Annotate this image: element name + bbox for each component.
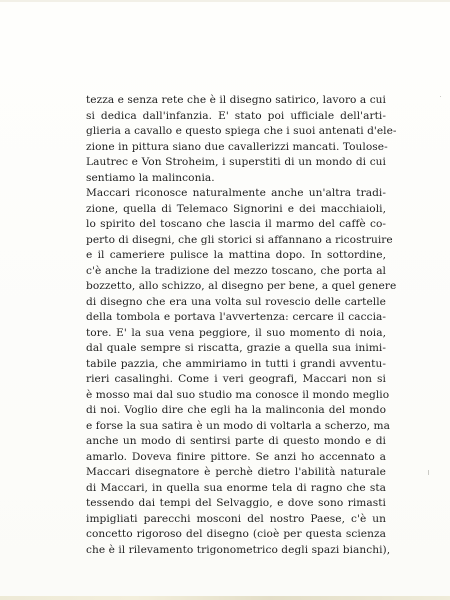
- text-line: Maccari riconosce naturalmente anche un'altra tradi-: [86, 187, 386, 199]
- page-bottom-edge: [0, 596, 450, 600]
- text-line: dal quale sempre si riscatta, grazie a quella sua inimi-: [86, 342, 386, 354]
- text-line: di disegno che era una volta sul rovescio delle cartelle: [86, 295, 386, 308]
- text-line: zione, quella di Telemaco Signorini e dei macchiaioli,: [86, 202, 386, 215]
- text-line: di noi. Voglio dire che egli ha la malinconia del mondo: [86, 404, 386, 416]
- text-line: si dedica dall'infanzia. E' stato poi ufficiale dell'arti-: [86, 109, 386, 122]
- margin-mark: [428, 470, 429, 475]
- text-line: concetto rigoroso del disegno (cioè per questa scienza: [86, 528, 386, 540]
- text-line: Maccari disegnatore è perchè dietro l'abilità naturale: [86, 466, 386, 478]
- text-line: c'è anche la tradizione del mezzo toscano, che porta al: [86, 264, 386, 277]
- text-line: zione in pittura siano due cavallerizzi mancati. Toulose-: [86, 140, 388, 153]
- text-line: glieria a cavallo e questo spiega che i suoi antenati d'ele-: [86, 125, 397, 137]
- text-line: bozzetto, allo schizzo, al disegno per bene, a quel genere: [86, 280, 397, 292]
- text-line: tore. E' la sua vena peggiore, il suo momento di noia,: [86, 326, 386, 339]
- text-line: anche un modo di sentirsi parte di questo mondo e di: [86, 435, 386, 447]
- margin-mark: [440, 96, 441, 97]
- text-line: è mosso mai dal suo studio ma conosce il mondo meglio: [86, 388, 390, 401]
- text-line: sentiamo la malinconia.: [86, 171, 215, 184]
- body-text: [86, 93, 397, 558]
- text-line: lo spirito del toscano che lascia il marmo del caffè co-: [86, 218, 386, 230]
- text-line: che è il rilevamento trigonometrico degli spazi bianchi),: [86, 543, 391, 556]
- text-line: e forse la sua satira è un modo di voltarla a scherzo, ma: [86, 419, 390, 432]
- text-line: tabile pazzia, che ammiriamo in tutti i grandi avventu-: [86, 357, 386, 370]
- page-top-edge: [0, 0, 450, 2]
- text-line: tessendo dai tempi del Selvaggio, e dove sono rimasti: [86, 497, 386, 509]
- text-line: impigliati parecchi mosconi del nostro Paese, c'è un: [86, 512, 386, 525]
- text-line: della tombola e portava l'avvertenza: cercare il caccia-: [86, 311, 386, 323]
- text-line: tezza e senza rete che è il disegno satirico, lavoro a cui: [86, 94, 386, 106]
- text-line: Lautrec e Von Stroheim, i superstiti di un mondo di cui: [86, 156, 386, 168]
- text-line: rieri casalinghi. Come i veri geografi, Maccari non si: [86, 373, 386, 385]
- text-line: amarlo. Doveva finire pittore. Se anzi ho accennato a: [86, 450, 386, 463]
- text-line: di Maccari, in quella sua enorme tela di ragno che sta: [86, 481, 386, 494]
- text-line: perto di disegni, che gli storici si affannano a ricostruire: [86, 233, 393, 246]
- text-line: e il cameriere pulisce la mattina dopo. In sottordine,: [86, 249, 386, 261]
